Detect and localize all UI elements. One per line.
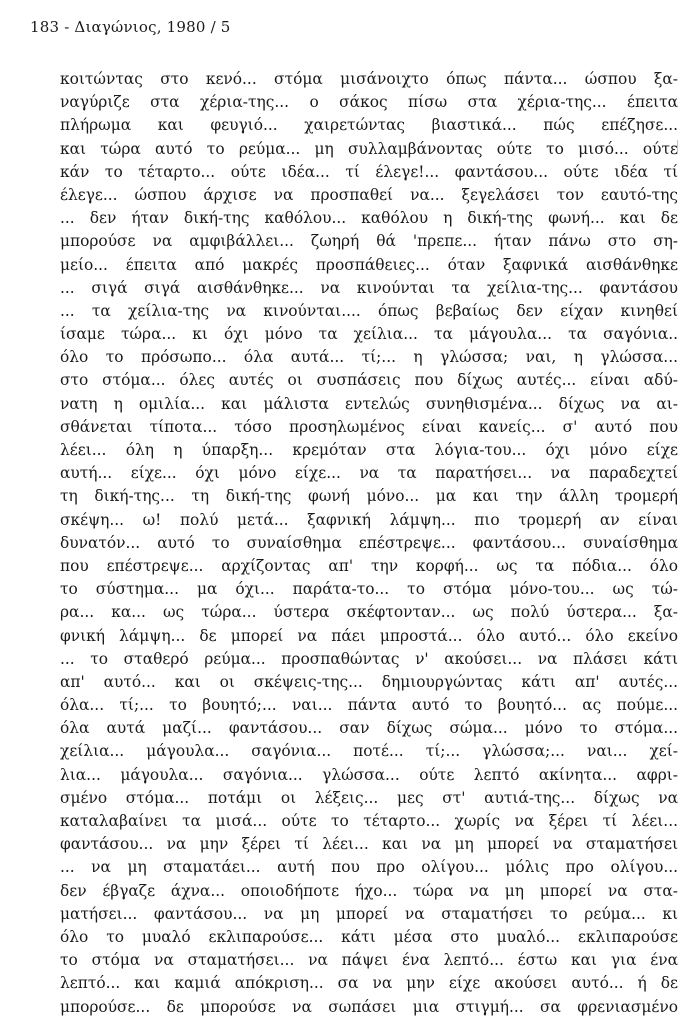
text-line: αυτή... είχε... όχι μόνο είχε... να τα παρατήσει... να παραδεχτεί [60,464,678,483]
text-line: ίσαμε τώρα... κι όχι μόνο τα χείλια... τα μάγουλα... τα σαγόνια.. [60,325,678,344]
text-line: δεν έβγαζε άχνα... οποιοδήποτε ήχο... τώρα να μη μπορεί να στα- [60,881,678,900]
text-line: όλο το πρόσωπο... όλα αυτά... τί;... η γλώσσα; ναι, η γλώσσα... [60,348,678,367]
text-line: μπορούσε να αμφιβάλλει... ζωηρή θά 'πρεπε... ήταν πάνω στο ση- [60,232,678,251]
text-line: όλο το μυαλό εκλιπαρούσε... κάτι μέσα στο μυαλό... εκλιπαρούσε [60,927,678,946]
text-line: ... σιγά σιγά αισθάνθηκε... να κινούνται τα χείλια-της... φαντάσου [60,278,678,297]
text-line: το στόμα να σταματήσει... να πάψει ένα λεπτό... έστω και για ένα [60,951,678,970]
text-line: ναγύριζε στα χέρια-της... ο σάκος πίσω στα χέρια-της... έπειτα [60,93,678,112]
text-line: σθάνεται τίποτα... τόσο προσηλωμένος είναι κανείς... σ' αυτό που [60,417,678,436]
text-line: χείλια... μάγουλα... σαγόνια... ποτέ... τί;... γλώσσα;... ναι... χεί- [60,742,678,761]
text-line: ματήσει... φαντάσου... να μη μπορεί να σταματήσει το ρεύμα... κι [60,904,678,923]
text-line: ... τα χείλια-της να κινούνται.... όπως βεβαίως δεν είχαν κινηθεί [60,301,678,320]
text-line: κάν το τέταρτο... ούτε ιδέα... τί έλεγε!... φαντάσου... ούτε ιδέα τί [60,162,678,181]
body-text [60,68,678,1019]
text-line: το σύστημα... μα όχι... παράτα-το... το στόμα μόνο-του... ως τώ- [60,580,678,599]
text-line: κοιτώντας στο κενό... στόμα μισάνοιχτο όπως πάντα... ώσπου ξα- [60,70,678,88]
text-line: και τώρα αυτό το ρεύμα... μη συλλαμβάνοντας ούτε το μισό... ούτε [60,139,678,158]
text-line: στο στόμα... όλες αυτές οι συσπάσεις που δίχως αυτές... είναι αδύ- [60,371,678,390]
text-line: τη δική-της... τη δική-της φωνή μόνο... μα και την άλλη τρομερή [60,487,678,506]
text-line: που επέστρεψε... αρχίζοντας απ' την κορφή... ως τα πόδια... όλο [60,556,678,575]
text-line: φαντάσου... να μην ξέρει τί λέει... και να μη μπορεί να σταματήσει [60,835,678,854]
text-line: μπορούσε... δε μπορούσε να σωπάσει μια στιγμή... σα φρενιασμένο [60,997,678,1016]
text-line: σκέψη... ω! πολύ μετά... ξαφνική λάμψη... πιο τρομερή αν είναι [60,510,678,529]
running-head: 183 - Διαγώνιος, 1980 / 5 [30,18,231,36]
text-line: ... δεν ήταν δική-της καθόλου... καθόλου η δική-της φωνή... και δε [60,209,678,228]
text-line: δυνατόν... αυτό το συναίσθημα επέστρεψε... φαντάσου... συναίσθημα [60,533,678,552]
text-line: καταλαβαίνει τα μισά... ούτε το τέταρτο... χωρίς να ξέρει τί λέει... [60,812,678,830]
text-line: όλα αυτά μαζί... φαντάσου... σαν δίχως σώμα... μόνο το στόμα... [60,719,678,738]
text-line: σμένο στόμα... ποτάμι οι λέξεις... μες στ' αυτιά-της... δίχως να [60,788,678,807]
text-line: ... το σταθερό ρεύμα... προσπαθώντας ν' ακούσει... να πλάσει κάτι [60,649,678,668]
text-line: ... να μη σταματάει... αυτή που προ ολίγου... μόλις προ ολίγου... [60,858,678,877]
text-line: πλήρωμα και φευγιό... χαιρετώντας βιαστικά... πώς επέζησε... [60,116,678,135]
text-line: ρα... κα... ως τώρα... ύστερα σκέφτονταν... ως πολύ ύστερα... ξα- [60,603,678,622]
text-line: μείο... έπειτα από μακρές προσπάθειες... όταν ξαφνικά αισθάνθηκε [60,255,678,274]
text-line: λεπτό... και καμιά απόκριση... σα να μην είχε ακούσει αυτό... ή δε [60,974,678,993]
text-line: φνική λάμψη... δε μπορεί να πάει μπροστά... όλο αυτό... όλο εκείνο [60,626,678,645]
text-line: όλα... τί;... το βουητό;... ναι... πάντα αυτό το βουητό... ας πούμε... [60,696,678,715]
text-line: έλεγε... ώσπου άρχισε να προσπαθεί να... ξεγελάσει τον εαυτό-της [60,185,678,204]
text-line: νατη η ομιλία... και μάλιστα εντελώς συνηθισμένα... δίχως να αι- [60,394,678,413]
text-line: λια... μάγουλα... σαγόνια... γλώσσα... ούτε λεπτό ακίνητα... αφρι- [60,765,678,784]
text-line: απ' αυτό... και οι σκέψεις-της... δημιουργώντας κάτι απ' αυτές... [60,672,678,691]
text-line: λέει... όλη η ύπαρξη... κρεμόταν στα λόγια-του... όχι μόνο είχε [60,441,678,459]
